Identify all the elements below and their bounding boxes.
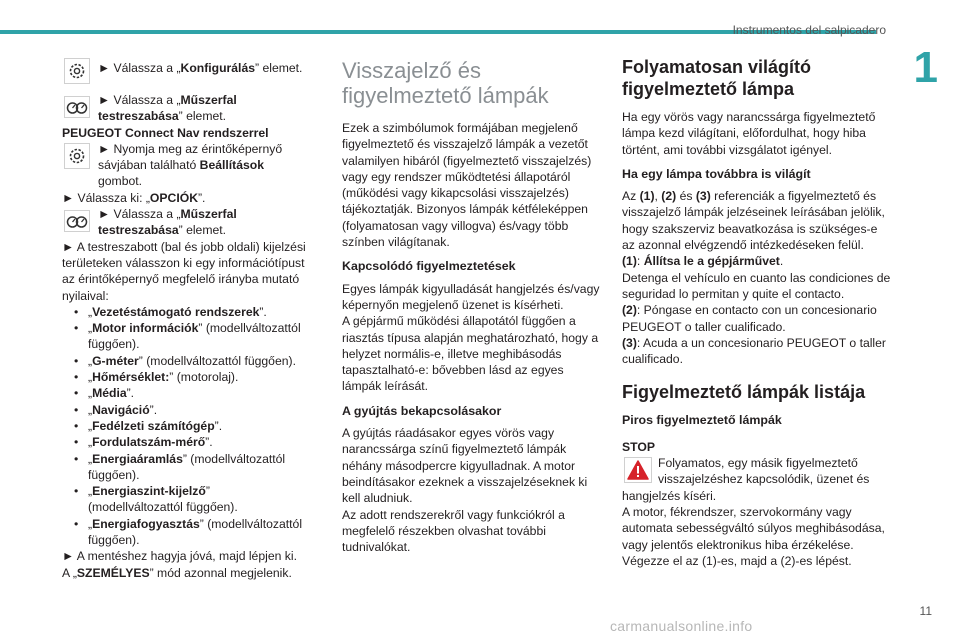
text-bold: Energiaáramlás	[92, 451, 183, 466]
subheading: A gyújtás bekapcsolásakor	[342, 403, 502, 418]
stop-label: STOP	[622, 439, 655, 454]
text: ”.	[198, 190, 206, 205]
text: .	[779, 254, 784, 269]
list-item	[74, 402, 308, 418]
text: ” (modellváltozattól függően).	[88, 516, 303, 548]
text-bold: Média	[92, 386, 127, 401]
subheading: Ha egy lámpa továbbra is világít	[622, 166, 811, 181]
paragraph: Az adott rendszerekről vagy funkciókról a megfelelő részekben olvashat további tudnivalókat.	[342, 507, 565, 555]
text: „	[88, 435, 93, 450]
page-number: 11	[919, 604, 932, 618]
text-bold: Beállítások	[199, 158, 264, 173]
text: ”.	[149, 402, 158, 417]
list-item	[74, 418, 308, 434]
text: „	[88, 451, 93, 466]
text: „	[88, 353, 93, 368]
ref-3: (3)	[695, 189, 711, 204]
text: ”.	[259, 304, 267, 319]
step-customize	[62, 92, 308, 125]
text-bold: Fedélzeti számítógép	[92, 418, 215, 433]
text: ”.	[214, 418, 223, 433]
text: Az	[622, 189, 640, 204]
text: ”.	[126, 386, 135, 401]
text: : Póngase en contacto con un concesionario PEUGEOT o taller cualificado.	[622, 303, 877, 334]
text: ” elemet.	[178, 223, 227, 238]
text-bold: Műszerfal testreszabása	[98, 207, 237, 238]
text: gombot.	[98, 174, 143, 189]
text: „	[88, 484, 93, 499]
paragraph: Folyamatos, egy másik figyelmeztető visszajelzéshez kapcsolódik, üzenet és hangjelzés kíséri.	[622, 456, 870, 503]
section-title: Visszajelző és figyelmeztető lámpák	[342, 58, 549, 108]
paragraph: Végezze el az (1)-es, majd a (2)-es lépést.	[622, 553, 852, 568]
list-item	[74, 451, 308, 484]
text-bold: OPCIÓK	[149, 190, 198, 205]
column-3	[622, 56, 892, 569]
watermark: carmanualsonline.info	[610, 618, 753, 634]
list-title: Figyelmeztető lámpák listája	[622, 382, 866, 403]
text: ” mód azonnal megjelenik.	[149, 565, 292, 580]
list-item	[74, 353, 308, 369]
text-bold: SZEMÉLYES	[76, 565, 150, 580]
paragraph: Egyes lámpák kigyulladását hangjelzés és/vagy képernyőn megjelenő üzenet is kísérheti.	[342, 281, 600, 312]
intro-paragraph: Ezek a szimbólumok formájában megjelenő figyelmeztető és visszajelző lámpák a vezetőt valamilyen hibáról (figyelmeztető visszajelzés) vagy egy rendszer működtetési állapotáról (működési vagy kikapcsolási visszajelzés) tájékoztatják. Bizonyos lámpák kétféleképpen (folyamatosan vagy villogva) és/vagy több színben világítanak.	[342, 121, 592, 250]
step-ref: (1)	[622, 254, 637, 269]
paragraph: A gépjármű működési állapotától függően a riasztás típusa alapján meghatározható, hogy a helyzet normális-e, illetve meghibásodás tapasztalható-e: bővebben lásd az egyes lámpák leírását.	[342, 314, 599, 394]
text: ” elemet.	[178, 109, 227, 124]
text: ” (modellváltozattól függően).	[138, 353, 296, 368]
text-bold: Energiaszint-kijelző	[92, 484, 206, 499]
warning-triangle-icon	[622, 455, 654, 485]
ref-1: (1)	[639, 189, 655, 204]
text-bold: G-méter	[92, 353, 139, 368]
text: ” (modellváltozattól függően).	[88, 484, 238, 515]
text: ,	[654, 189, 662, 204]
paragraph: Detenga el vehículo en cuanto las condiciones de seguridad lo permitan y quite el contacto.	[622, 270, 891, 301]
text: : Acuda a un concesionario PEUGEOT o taller cualificado.	[622, 335, 886, 367]
text: ► Válassza a „	[98, 93, 181, 107]
text: „	[88, 304, 93, 319]
text-bold: Hőmérséklet:	[92, 370, 170, 385]
text: „	[88, 386, 93, 401]
column-1	[62, 56, 308, 581]
text-bold: Műszerfal testreszabása	[98, 93, 237, 124]
intro-paragraph: Ha egy vörös vagy narancssárga figyelmeztető lámpa kezd világítani, előfordulhat, hogy hiba történt, ami további vizsgálatot igényel.	[622, 110, 876, 157]
text: :	[636, 254, 644, 269]
text-bold: Energiafogyasztás	[92, 516, 200, 531]
step-touch	[62, 141, 308, 190]
list-item	[74, 320, 308, 353]
subheading: Kapcsolódó figyelmeztetések	[342, 259, 516, 274]
stop-entry	[622, 455, 892, 504]
text-bold: Állítsa le a gépjárművet	[643, 254, 780, 269]
page-header-title: Instrumentos del salpicadero	[732, 23, 886, 37]
text: „	[88, 516, 93, 531]
column-2	[342, 56, 604, 555]
text: referenciák a figyelmeztető és visszajelző lámpák jelzéseinek leírásában jelölik, hogy szakszerviz beavatkozása is szükséges-e az azonnal elvégzendő intézkedéseken felül.	[622, 189, 885, 253]
text: „	[88, 418, 93, 433]
dashboard-customize-icon	[62, 92, 92, 122]
paragraph: A gyújtás ráadásakor egyes vörös vagy narancssárga színű figyelmeztető lámpák néhány másodpercre kigyulladnak. A motor beindításakor ezeknek a visszajelzéseknek ki kell aludniuk.	[342, 426, 588, 506]
text: ► Válassza a „	[98, 207, 181, 222]
text: ” (modellváltozattól függően).	[88, 451, 286, 482]
step-ref: (2)	[622, 303, 637, 318]
text: ► Válassza a „	[98, 61, 181, 75]
gear-icon	[62, 141, 92, 171]
subheading: Piros figyelmeztető lámpák	[622, 413, 782, 428]
list-item	[74, 369, 308, 385]
text: és	[676, 189, 696, 204]
list-item	[74, 304, 308, 320]
text: A „	[62, 565, 77, 580]
section-heading: PEUGEOT Connect Nav rendszerrel	[62, 125, 269, 140]
text: ► Nyomja meg az érintőképernyő sávjában található	[98, 141, 283, 173]
text: „	[88, 321, 93, 336]
text: „	[88, 402, 93, 417]
list-item	[74, 434, 308, 450]
info-type-list	[62, 304, 308, 548]
text: ► Válassza ki: „	[62, 190, 150, 205]
text: ” elemet.	[255, 61, 303, 75]
text-bold: Fordulatszám-mérő	[92, 435, 206, 450]
text-bold: Motor információk	[92, 321, 199, 336]
text: ”.	[205, 435, 213, 450]
list-item	[74, 516, 308, 549]
save-instruction: ► A mentéshez hagyja jóvá, majd lépjen ki.	[62, 549, 297, 564]
text-bold: Vezetéstámogató rendszerek	[92, 304, 260, 319]
ref-2: (2)	[661, 189, 677, 204]
step-customize-2	[62, 206, 308, 239]
step-configuration	[62, 56, 308, 86]
text: ” (modellváltozattól függően).	[88, 321, 301, 352]
text-bold: Konfigurálás	[180, 61, 256, 75]
select-instructions: ► A testreszabott (bal és jobb oldali) kijelzési területeken válasszon ki egy információtípust az érintőképernyő megfelelő irányba mutató nyilaival:	[62, 239, 306, 303]
text-bold: Navigáció	[92, 402, 150, 417]
chapter-number: 1	[913, 43, 938, 92]
step-ref: (3)	[622, 335, 637, 350]
dashboard-customize-icon	[62, 206, 92, 236]
list-item	[74, 385, 308, 401]
list-item	[74, 483, 308, 516]
text: „	[88, 370, 93, 385]
section-title: Folyamatosan világító figyelmeztető lámpa	[622, 57, 812, 99]
text: ” (motorolaj).	[169, 370, 239, 385]
paragraph: A motor, fékrendszer, szervokormány vagy automata sebességváltó súlyos meghibásodása, vagy jelentős elektronikus hiba érzékelése.	[622, 504, 885, 552]
gear-icon	[62, 56, 92, 86]
